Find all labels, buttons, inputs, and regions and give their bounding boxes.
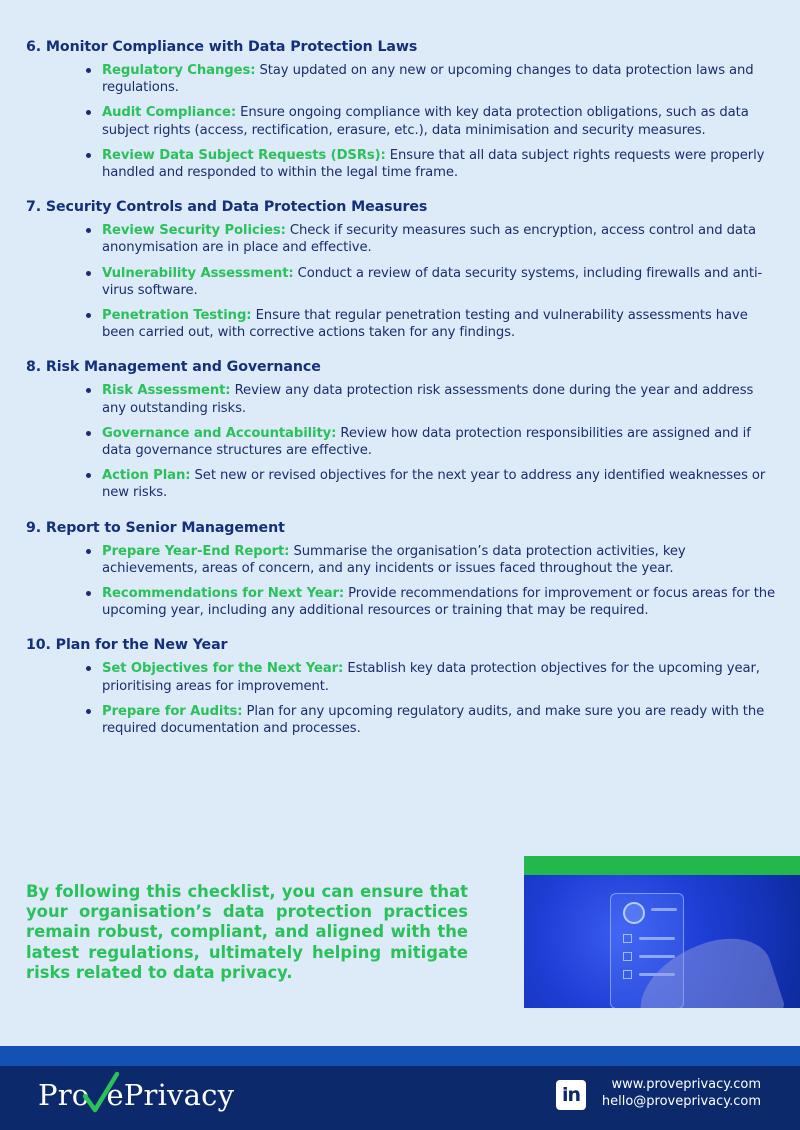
list-item bbox=[102, 585, 776, 619]
closing-statement: By following this checklist, you can ensure that your organisation’s data protection practices remain robust, compliant, and aligned with the latest regulations, ultimately helping mitigate risks related to data privacy. bbox=[26, 882, 468, 982]
item-term: Vulnerability Assessment: bbox=[102, 265, 294, 281]
checkmark-logo-icon bbox=[81, 1070, 121, 1114]
hero-image bbox=[524, 856, 800, 1008]
item-text: Plan for any upcoming regulatory audits, and make sure you are ready with the required documentation and processes. bbox=[102, 703, 765, 737]
checklist-content bbox=[26, 38, 776, 754]
footer bbox=[0, 1066, 800, 1130]
item-text: Summarise the organisation’s data protection activities, key achievements, areas of concern, and any incidents or issues faced throughout the year. bbox=[102, 543, 686, 576]
contact-info bbox=[602, 1077, 761, 1110]
proveprivacy-logo bbox=[38, 1078, 234, 1112]
green-accent-bar bbox=[524, 856, 800, 875]
item-text: Check if security measures such as encryption, access control and data anonymisation are in place and effective. bbox=[102, 223, 756, 256]
item-term: Governance and Accountability: bbox=[102, 425, 337, 441]
item-term: Review Security Policies: bbox=[102, 223, 286, 239]
email-link[interactable]: hello@proveprivacy.com bbox=[601, 1093, 761, 1109]
list-item bbox=[102, 660, 776, 694]
section-heading: 9. Report to Senior Management bbox=[26, 519, 285, 536]
list-item bbox=[102, 703, 776, 737]
item-text: Stay updated on any new or upcoming changes to data protection laws and regulations. bbox=[102, 63, 754, 96]
footer-stripe bbox=[0, 1046, 800, 1066]
section-security-controls bbox=[26, 198, 776, 341]
list-item bbox=[102, 265, 776, 299]
list-item bbox=[102, 104, 776, 138]
item-text: Review any data protection risk assessments done during the year and address any outstanding risks. bbox=[102, 383, 754, 416]
item-term: Regulatory Changes: bbox=[102, 63, 256, 78]
section-risk-management bbox=[26, 358, 776, 501]
section-report-management bbox=[26, 519, 776, 620]
item-term: Action Plan: bbox=[102, 468, 191, 484]
item-term: Prepare for Audits: bbox=[102, 703, 243, 719]
item-text: Set new or revised objectives for the next year to address any identified weaknesses or new risks. bbox=[102, 468, 766, 501]
item-text: Ensure ongoing compliance with key data protection obligations, such as data subject rights (access, rectification, erasure, etc.), data minimisation and security measures. bbox=[102, 105, 749, 138]
website-link[interactable]: www.proveprivacy.com bbox=[611, 1077, 761, 1092]
section-heading: 8. Risk Management and Governance bbox=[26, 359, 321, 376]
section-monitor-compliance bbox=[26, 38, 776, 181]
logo-text-left: Pro bbox=[38, 1078, 90, 1112]
list-item bbox=[102, 543, 776, 577]
badge-icon bbox=[623, 902, 645, 924]
linkedin-icon[interactable]: in bbox=[556, 1080, 586, 1110]
list-item bbox=[102, 307, 776, 341]
item-term: Review Data Subject Requests (DSRs): bbox=[102, 147, 386, 163]
item-text: Establish key data protection objectives for the upcoming year, prioritising areas for improvement. bbox=[102, 661, 760, 694]
list-item bbox=[102, 425, 776, 459]
logo-text-right: ePrivacy bbox=[106, 1078, 235, 1112]
section-heading: 7. Security Controls and Data Protection Measures bbox=[26, 199, 428, 216]
document-checklist-photo bbox=[524, 875, 800, 1008]
bullet-list bbox=[26, 62, 776, 181]
bullet-list bbox=[26, 222, 776, 341]
bullet-list bbox=[26, 660, 776, 737]
list-item bbox=[102, 147, 776, 181]
list-item bbox=[102, 467, 776, 501]
bullet-list bbox=[26, 382, 776, 501]
item-text: Ensure that regular penetration testing and vulnerability assessments have been carried out, with corrective actions taken for any findings. bbox=[102, 308, 748, 341]
item-term: Audit Compliance: bbox=[102, 105, 237, 121]
bullet-list bbox=[26, 543, 776, 620]
item-text: Provide recommendations for improvement or focus areas for the upcoming year, including any additional resources or training that may be required. bbox=[102, 586, 776, 619]
item-term: Recommendations for Next Year: bbox=[102, 586, 345, 602]
item-text: Conduct a review of data security systems, including firewalls and anti-virus software. bbox=[102, 265, 763, 298]
item-term: Set Objectives for the Next Year: bbox=[102, 661, 344, 677]
list-item bbox=[102, 222, 776, 256]
list-item bbox=[102, 382, 776, 416]
item-text: Review how data protection responsibilities are assigned and if data governance structures are effective. bbox=[102, 425, 751, 459]
item-term: Penetration Testing: bbox=[102, 308, 252, 324]
item-text: Ensure that all data subject rights requests were properly handled and responded to within the legal time frame. bbox=[102, 147, 765, 181]
section-heading: 6. Monitor Compliance with Data Protection Laws bbox=[26, 39, 418, 55]
section-plan-new-year bbox=[26, 636, 776, 737]
item-term: Risk Assessment: bbox=[102, 383, 231, 399]
section-heading: 10. Plan for the New Year bbox=[26, 637, 228, 654]
item-term: Prepare Year-End Report: bbox=[102, 543, 290, 559]
list-item bbox=[102, 62, 776, 96]
